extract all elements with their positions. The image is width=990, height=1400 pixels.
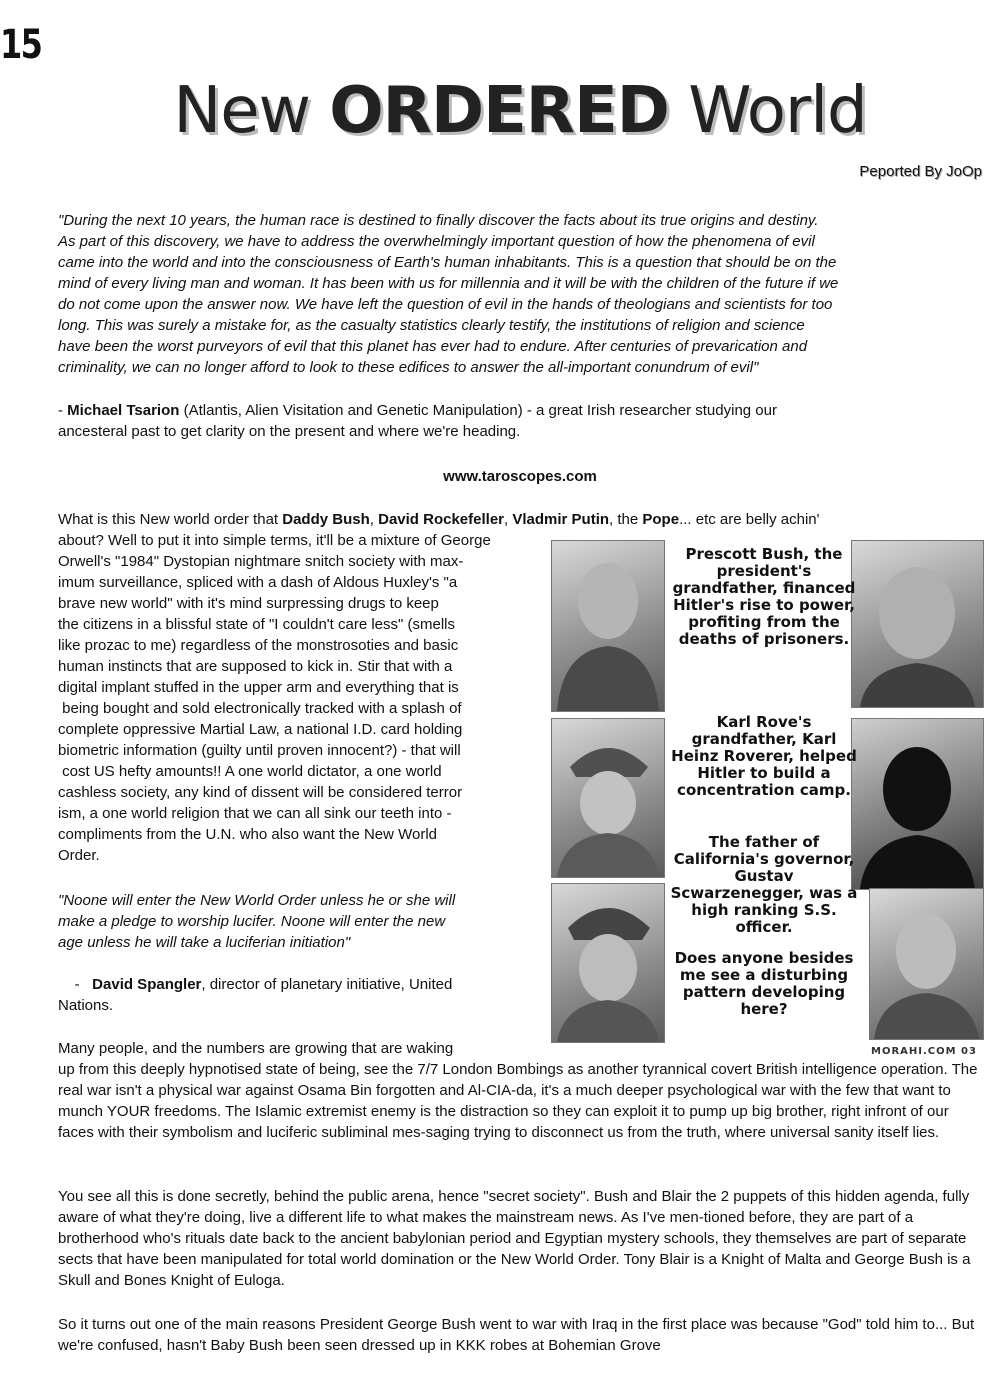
intro-name: David Rockefeller	[378, 511, 504, 528]
spangler-line: Nations.	[58, 997, 114, 1014]
author-credit: Peported By JoOp	[859, 163, 982, 180]
intro-name: Vladmir Putin	[512, 511, 610, 528]
title-pre: New	[173, 74, 330, 148]
portrait-photo	[551, 883, 665, 1043]
silhouette-photo	[851, 718, 984, 890]
quote-line: "During the next 10 years, the human race is destined to finally discover the facts about its true origins and destiny.	[58, 212, 819, 229]
secret-society-paragraph: You see all this is done secretly, behind the public arena, hence "secret society". Bush and Blair the 2 puppets of this hidden agenda, fully aware of what they're doing, live a different life to what makes the mainstream news. As I've men-tioned before, they are part of a brotherhood who's rituals date back to the ancient babylonian period and Egyptian mystery schools, they themselves are part of separate sects that have been manipulated for total world domination or the New World Order. Tony Blair is a Knight of Malta and George Bush is a Skull and Bones Knight of Euloga.	[58, 1188, 971, 1289]
intro-line: imum surveillance, spliced with a dash of Aldous Huxley's "a	[58, 574, 458, 591]
quote-line: came into the world and into the consciousness of Earth's human inhabitants. This is a question that should be on the	[58, 254, 837, 271]
spangler-detail: , director of planetary initiative, United	[201, 976, 453, 993]
lucifer-quote-line: age unless he will take a luciferian initiation"	[58, 934, 351, 951]
many-people-first-line: Many people, and the numbers are growing that are waking	[58, 1040, 454, 1057]
attribution-name: Michael Tsarion	[67, 402, 180, 419]
quote-line: criminality, we can no longer afford to look to these edifices to answer the all-important conundrum of evil"	[58, 359, 759, 376]
portrait-photo	[869, 888, 984, 1040]
title-post: World	[668, 74, 867, 148]
portrait-silhouette-icon	[852, 541, 983, 707]
many-people-paragraph: up from this deeply hypnotised state of being, see the 7/7 London Bombings as another tyrannical covert British intelligence operation. The real war isn't a physical war against Osama Bin forgotten and Al-CIA-da, it's a much deeper psychological war with the few that want to munch YOUR freedoms. The Islamic extremist enemy is the distraction so they can exploit it to pump up big brother, right infront of our faces with their symbolism and luciferic subliminal mes-saging trying to disconnect us from the truth, where universal sanity itself lies.	[58, 1061, 978, 1141]
attribution-dash: -	[58, 402, 68, 419]
intro-text: What is this New world order that	[58, 511, 283, 528]
portrait-photo	[551, 540, 665, 712]
collage-watermark: MORAHI.COM 03	[871, 1046, 977, 1057]
opening-quote	[58, 210, 978, 378]
intro-first-line	[58, 509, 978, 530]
quote-line: do not come upon the answer now. We have left the question of evil in the hands of theologians and scientists for too	[58, 296, 833, 313]
intro-text: ,	[504, 511, 513, 528]
shadow-silhouette-icon	[852, 719, 983, 889]
god-told-paragraph: So it turns out one of the main reasons President George Bush went to war with Iraq in the first place was because "God" told him to... But we're confused, hasn't Baby Bush been seen dressed up in KKK robes at Bohemian Grove	[58, 1316, 975, 1354]
quote-line: mind of every living man and woman. It has been with us for millennia and it will be with the children of the future if we	[58, 275, 839, 292]
portrait-photo	[851, 540, 984, 708]
collage-caption: The father of California's governor, Gustav Scwarzenegger, was a high ranking S.S. officer.	[670, 833, 858, 936]
intro-column	[58, 530, 550, 866]
intro-line: complete oppressive Martial Law, a national I.D. card holding	[58, 721, 463, 738]
collage-caption: Karl Rove's grandfather, Karl Heinz Roverer, helped Hitler to build a concentration camp.	[671, 713, 857, 799]
quote-line: As part of this discovery, we have to address the overwhelmingly important question of how the phenomena of evil	[58, 233, 815, 250]
intro-line: ism, a one world religion that we can all sink our teeth into -	[58, 805, 452, 822]
lucifer-quote-line: "Noone will enter the New World Order unless he or she will	[58, 892, 456, 909]
photo-collage	[551, 538, 982, 1061]
lucifer-quote-line: make a pledge to worship lucifer. Noone will enter the new	[58, 913, 446, 930]
page-title	[0, 74, 990, 148]
intro-line: compliments from the U.N. who also want the New World	[58, 826, 438, 843]
collage-caption: Does anyone besides me see a disturbing pattern developing here?	[674, 949, 854, 1018]
portrait-photo	[551, 718, 665, 878]
intro-line: cashless society, any kind of dissent will be considered terror	[58, 784, 463, 801]
lucifer-quote	[58, 890, 538, 953]
intro-line: cost US hefty amounts!! A one world dictator, a one world	[58, 763, 442, 780]
intro-line: biometric information (guilty until proven innocent?) - that will	[58, 742, 461, 759]
spangler-attribution	[58, 974, 538, 1016]
spangler-dash: -	[58, 976, 93, 993]
portrait-silhouette-icon	[552, 719, 664, 877]
intro-line: the citizens in a blissful state of "I couldn't care less" (smells	[58, 616, 456, 633]
intro-line: Order.	[58, 847, 100, 864]
intro-text: , the	[609, 511, 643, 528]
attribution-line: ancesteral past to get clarity on the present and where we're heading.	[58, 423, 521, 440]
page-number: 15	[0, 22, 42, 68]
quote-line: long. This was surely a mistake for, as the casualty statistics clearly testify, the institutions of religion and science	[58, 317, 805, 334]
intro-name: Daddy Bush	[282, 511, 370, 528]
title-bold: ORDERED	[329, 74, 669, 148]
intro-line: about? Well to put it into simple terms, it'll be a mixture of George	[58, 532, 491, 549]
intro-line: human instincts that are supposed to kick in. Stir that with a	[58, 658, 453, 675]
quote-line: have been the worst purveyors of evil that this planet has ever had to endure. After centuries of prevarication and	[58, 338, 808, 355]
intro-text: ,	[369, 511, 379, 528]
attribution-detail: (Atlantis, Alien Visitation and Genetic Manipulation) - a great Irish researcher studying our	[179, 402, 777, 419]
quote-attribution	[58, 400, 978, 442]
intro-name: Pope	[642, 511, 680, 528]
intro-line: digital implant stuffed in the upper arm and everything that is	[58, 679, 459, 696]
intro-line: like prozac to me) regardless of the monstrosoties and basic	[58, 637, 459, 654]
intro-text: ... etc are belly achin'	[679, 511, 820, 528]
portrait-silhouette-icon	[552, 541, 664, 711]
website-link[interactable]: www.taroscopes.com	[443, 468, 597, 485]
intro-line: brave new world" with it's mind surpressing drugs to keep	[58, 595, 439, 612]
portrait-silhouette-icon	[552, 884, 664, 1042]
intro-line: being bought and sold electronically tracked with a splash of	[58, 700, 462, 717]
collage-caption: Prescott Bush, the president's grandfather, financed Hitler's rise to power, profiting from the deaths of prisoners.	[672, 545, 856, 648]
spangler-name: David Spangler	[92, 976, 202, 993]
portrait-silhouette-icon	[870, 889, 983, 1039]
intro-line: Orwell's "1984" Dystopian nightmare snitch society with max-	[58, 553, 464, 570]
